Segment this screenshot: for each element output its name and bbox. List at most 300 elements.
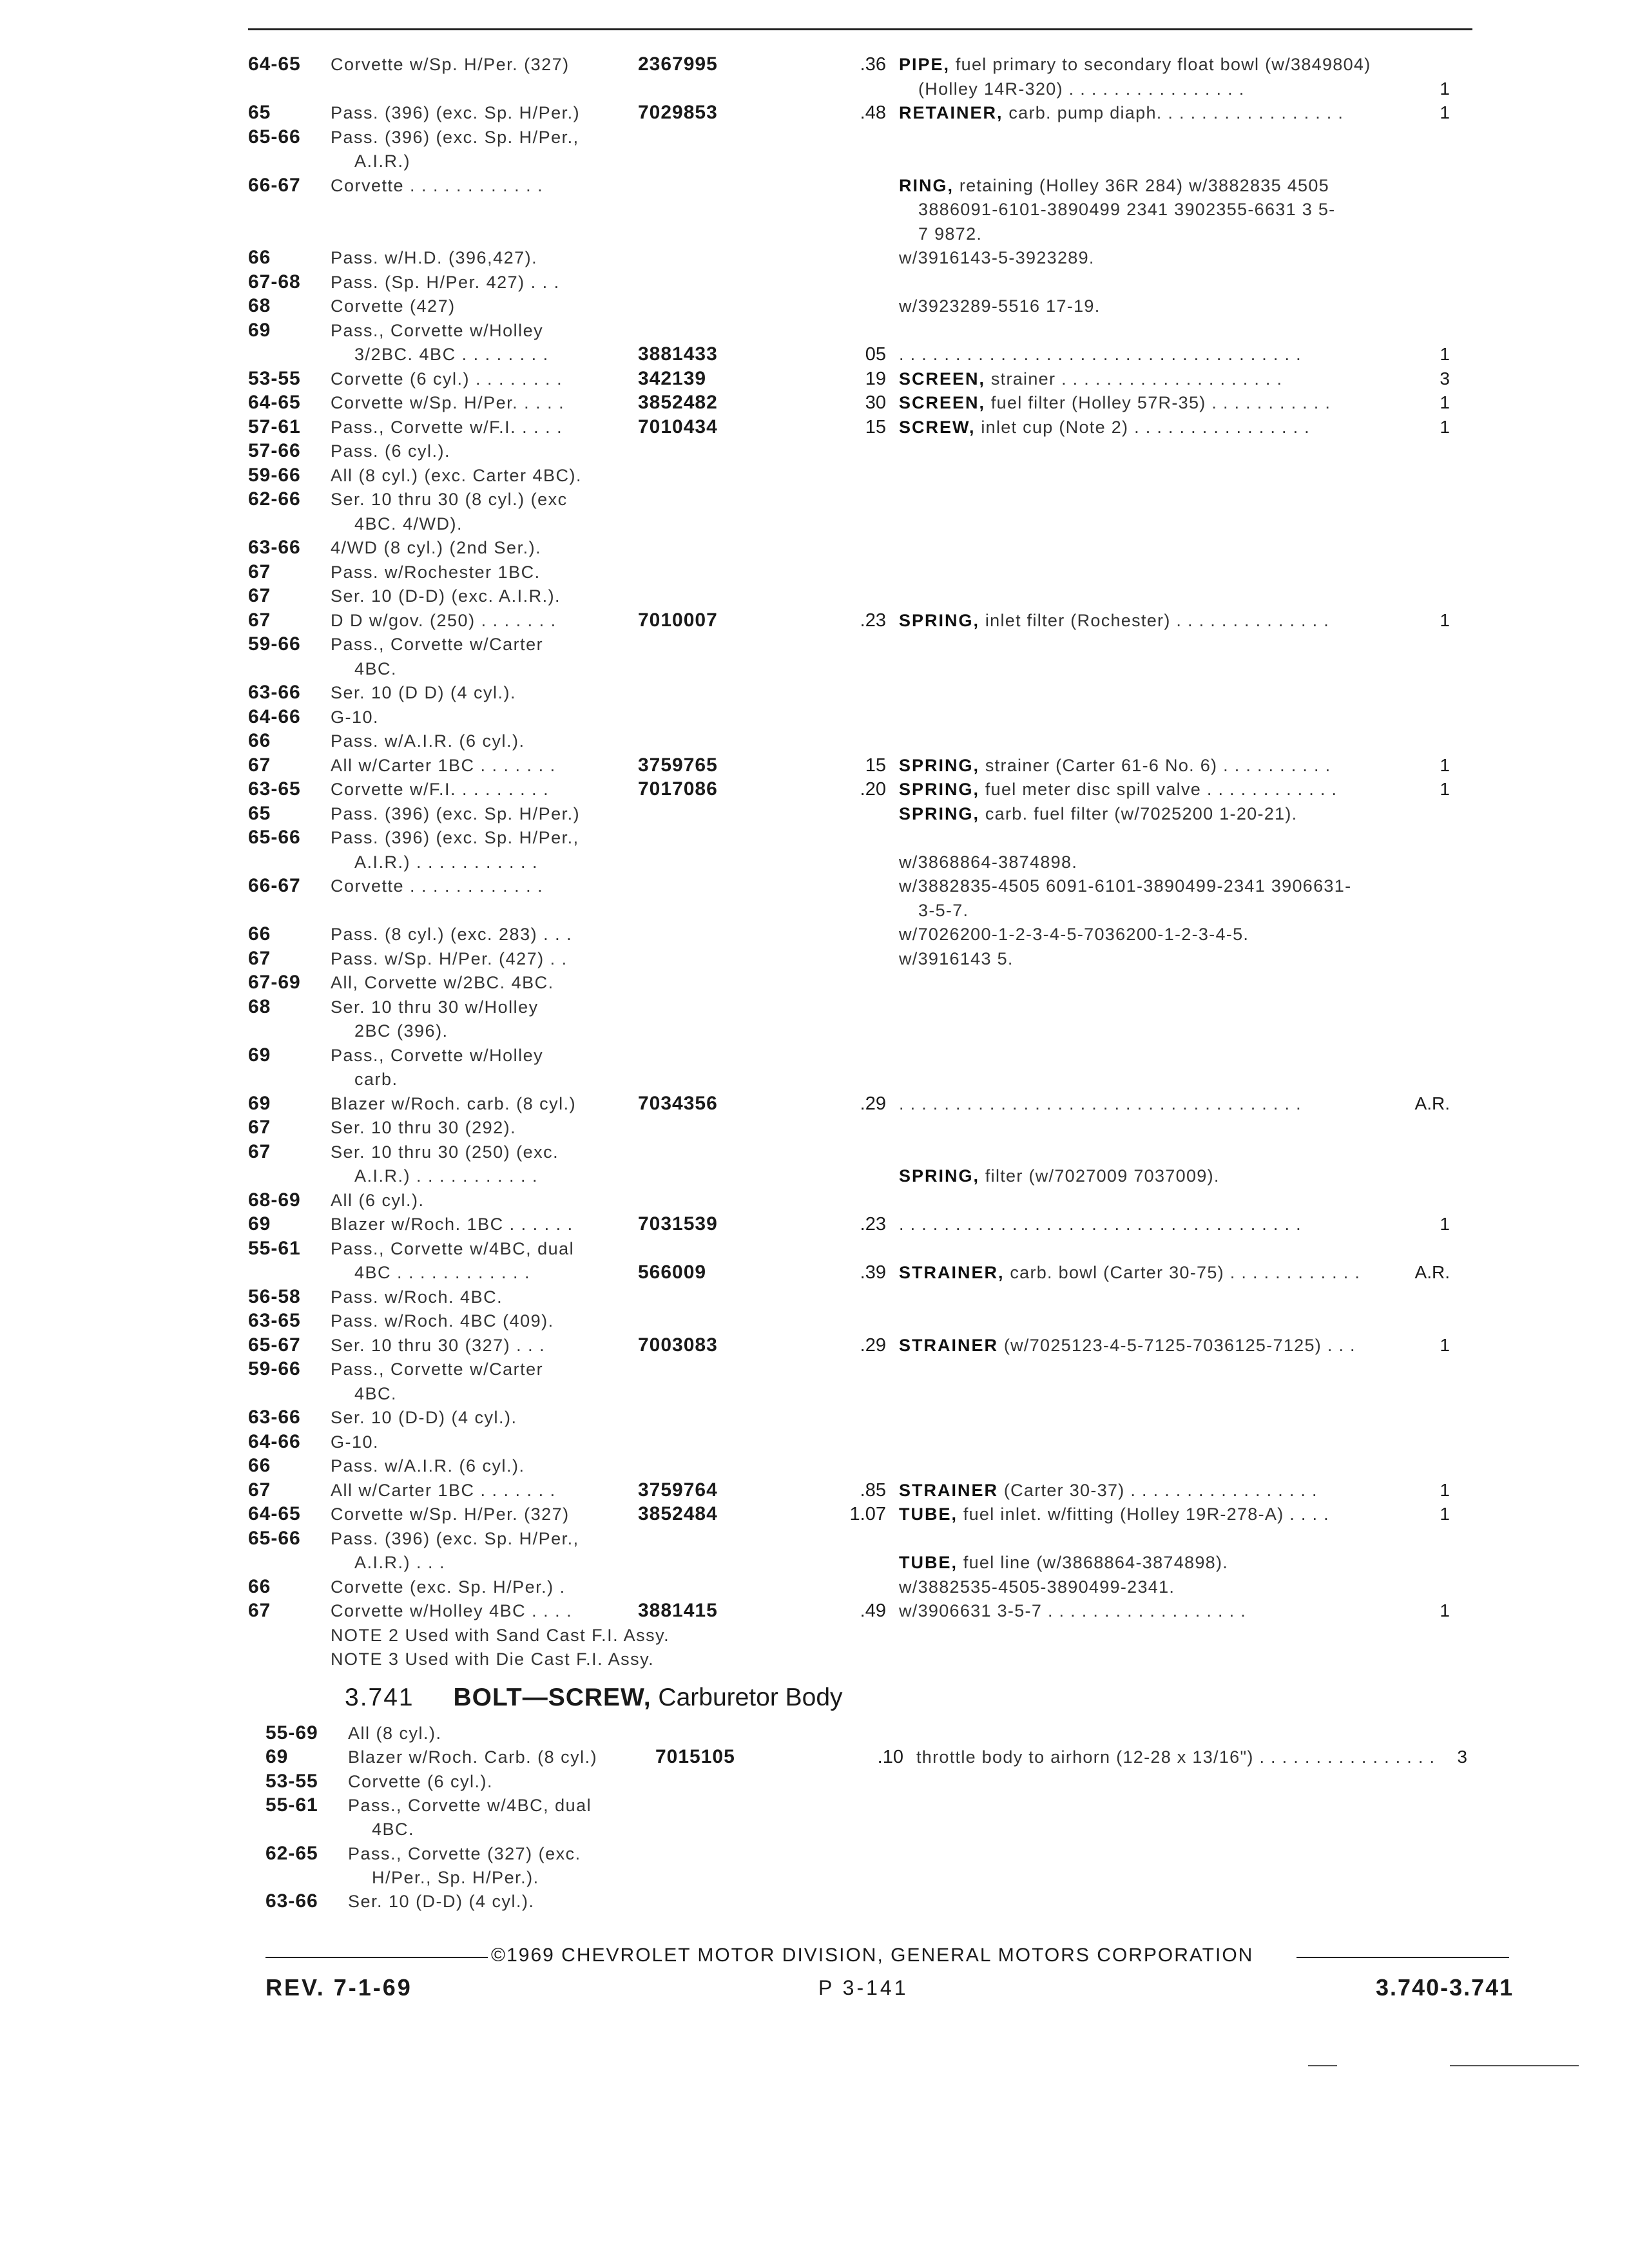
part-name	[916, 1744, 1435, 1770]
catalog-row	[248, 463, 1505, 488]
catalog-row	[248, 753, 1505, 778]
catalog-row	[248, 1526, 1505, 1552]
part-detail: 3886091-6101-3890499 2341 3902355-6631 3 5-	[918, 200, 1336, 219]
catalog-row	[248, 1405, 1505, 1430]
application-desc: 3/2BC. 4BC . . . . . . . .	[354, 345, 549, 364]
quantity: 1	[1440, 1600, 1450, 1620]
model-years: 67	[248, 1117, 271, 1138]
catalog-row	[248, 1018, 1505, 1044]
catalog-row	[248, 1550, 1505, 1575]
part-noun: SPRING,	[899, 803, 980, 823]
catalog-row	[248, 921, 1505, 947]
list-price: .39	[860, 1262, 886, 1283]
model-years: 62-65	[265, 1842, 318, 1864]
part-detail: fuel line (w/3868864-3874898).	[963, 1553, 1229, 1572]
application-desc: 4BC.	[354, 658, 398, 678]
list-price: .23	[860, 610, 886, 631]
model-years: 68	[248, 995, 271, 1017]
part-name	[899, 1550, 1228, 1575]
model-years: 57-61	[248, 416, 301, 437]
catalog-row	[248, 1091, 1505, 1117]
quantity: 1	[1440, 1334, 1450, 1355]
application-desc: Pass., Corvette w/4BC, dual	[348, 1795, 592, 1815]
model-years: 63-66	[248, 537, 301, 558]
catalog-row	[248, 245, 1505, 271]
model-years: 69	[248, 1092, 271, 1114]
part-name	[899, 390, 1331, 416]
part-detail: inlet filter (Rochester) . . . . . . . . . . . . . .	[985, 610, 1330, 630]
catalog-row	[248, 1260, 1505, 1285]
application-desc: A.I.R.)	[354, 151, 411, 171]
application-desc: Corvette w/F.I. . . . . . . . .	[331, 780, 550, 799]
application-desc: Pass. (8 cyl.) (exc. 283) . . .	[331, 925, 573, 944]
catalog-row	[248, 1236, 1505, 1262]
catalog-row	[248, 1163, 1505, 1189]
catalog-row	[248, 318, 1505, 343]
part-noun: SPRING,	[899, 755, 980, 775]
part-noun: STRAINER	[899, 1480, 999, 1500]
application-desc: All (8 cyl.) (exc. Carter 4BC).	[331, 465, 583, 485]
model-years: 55-61	[265, 1794, 318, 1816]
catalog-row	[248, 486, 1505, 512]
catalog-row	[248, 1381, 1505, 1407]
application-desc: Corvette (6 cyl.) . . . . . . . .	[331, 369, 563, 389]
quantity: 1	[1440, 392, 1450, 412]
part-number: 3759764	[638, 1479, 718, 1501]
part-name	[899, 245, 1095, 271]
catalog-row	[248, 100, 1505, 126]
model-years: 63-66	[248, 682, 301, 703]
catalog-row	[248, 608, 1505, 633]
part-name	[899, 173, 1329, 198]
model-years: 66	[248, 730, 271, 751]
catalog-row	[248, 438, 1505, 464]
application-desc: All (8 cyl.).	[348, 1724, 442, 1743]
catalog-row	[248, 124, 1505, 150]
quantity: 1	[1440, 416, 1450, 437]
part-name	[899, 341, 1302, 367]
part-noun: RING,	[899, 175, 954, 195]
part-number: 2367995	[638, 53, 718, 75]
catalog-row	[248, 970, 1505, 995]
copyright-text: ©1969 CHEVROLET MOTOR DIVISION, GENERAL MOTORS CORPORATION	[491, 1945, 1254, 1966]
catalog-row	[248, 293, 1505, 319]
model-years: 67	[248, 754, 271, 776]
application-desc: D D w/gov. (250) . . . . . . .	[331, 610, 557, 630]
application-desc: Ser. 10 thru 30 (250) (exc.	[331, 1142, 559, 1162]
part-name	[899, 1091, 1302, 1117]
catalog-row	[248, 583, 1505, 609]
application-desc: G-10.	[331, 1432, 380, 1452]
model-years: 63-65	[248, 778, 301, 800]
model-years: 64-65	[248, 392, 301, 413]
application-desc: Blazer w/Roch. 1BC . . . . . .	[331, 1215, 574, 1234]
part-name	[899, 946, 1014, 972]
application-desc: Corvette w/Sp. H/Per. (327)	[331, 55, 570, 74]
model-years: 69	[265, 1746, 289, 1768]
part-number: 3852484	[638, 1503, 718, 1524]
catalog-row	[248, 946, 1505, 972]
quantity: 1	[1440, 102, 1450, 122]
model-years: 63-66	[248, 1407, 301, 1428]
application-desc: Pass. (396) (exc. Sp. H/Per.,	[331, 828, 579, 847]
model-years: 67	[248, 561, 271, 582]
part-number: 7034356	[638, 1092, 718, 1114]
catalog-row	[248, 1043, 1505, 1068]
application-desc: Corvette (6 cyl.).	[348, 1771, 494, 1791]
catalog-row	[248, 269, 1505, 295]
catalog-row	[248, 656, 1505, 682]
application-desc: H/Per., Sp. H/Per.).	[372, 1867, 539, 1887]
catalog-row	[248, 559, 1505, 585]
model-years: 53-55	[265, 1770, 318, 1792]
top-rule	[248, 28, 1472, 30]
part-name	[899, 100, 1344, 126]
application-desc: Pass. (396) (exc. Sp. H/Per.)	[331, 803, 581, 823]
part-name	[918, 221, 982, 247]
part-number: 3759765	[638, 754, 718, 776]
application-desc: Ser. 10 (D-D) (exc. A.I.R.).	[331, 586, 561, 606]
application-desc: Pass., Corvette w/F.I. . . . .	[331, 417, 563, 437]
model-years: 64-66	[248, 1430, 301, 1452]
application-desc: Pass., Corvette w/4BC, dual	[331, 1238, 575, 1258]
application-desc: Pass., Corvette w/Carter	[331, 1360, 544, 1379]
application-desc: Pass. w/Roch. 4BC (409).	[331, 1311, 554, 1331]
part-name	[899, 873, 1351, 899]
model-years: 68-69	[248, 1189, 301, 1211]
part-detail: . . . . . . . . . . . . . . . . . . . . . . . . . . . . . . . . . . . .	[899, 345, 1302, 364]
quantity: 3	[1440, 368, 1450, 389]
part-number: 7029853	[638, 102, 718, 123]
catalog-row	[248, 366, 1505, 392]
application-desc: Corvette w/Sp. H/Per. . . . .	[331, 393, 565, 412]
part-detail: w/7026200-1-2-3-4-5-7036200-1-2-3-4-5.	[899, 925, 1249, 944]
application-desc: Corvette (427)	[331, 296, 456, 316]
part-noun: TUBE,	[899, 1553, 958, 1572]
part-detail: 3-5-7.	[918, 900, 969, 920]
application-desc: Blazer w/Roch. Carb. (8 cyl.)	[348, 1747, 598, 1767]
application-desc: Blazer w/Roch. carb. (8 cyl.)	[331, 1093, 577, 1113]
model-years: 64-65	[248, 1503, 301, 1524]
page-range: 3.740-3.741	[1376, 1974, 1514, 2001]
quantity: 1	[1440, 1504, 1450, 1524]
quantity: 1	[1440, 610, 1450, 630]
catalog-row	[248, 1598, 1505, 1624]
application-desc: 2BC (396).	[354, 1021, 448, 1041]
catalog-row	[265, 1720, 1522, 1746]
copyright-rule-right	[1296, 1957, 1509, 1958]
part-name	[899, 1211, 1302, 1237]
model-years: 66	[248, 247, 271, 268]
model-years: 69	[248, 319, 271, 341]
copyright-line	[265, 1943, 1509, 1968]
application-desc: Ser. 10 thru 30 (8 cyl.) (exc	[331, 490, 568, 509]
catalog-row	[248, 1574, 1505, 1600]
application-desc: Pass. (396) (exc. Sp. H/Per.,	[331, 127, 579, 147]
part-number: 7015105	[655, 1746, 735, 1768]
application-desc: NOTE 3 Used with Die Cast F.I. Assy.	[331, 1649, 655, 1669]
part-detail: w/3916143-5-3923289.	[899, 248, 1095, 267]
list-price: .29	[860, 1334, 886, 1356]
model-years: 62-66	[248, 488, 301, 510]
quantity: 1	[1440, 754, 1450, 775]
model-years: 68	[248, 295, 271, 316]
catalog-row	[248, 801, 1505, 827]
application-desc: Pass., Corvette w/Holley	[331, 1045, 544, 1065]
part-name	[899, 366, 1282, 392]
catalog-row	[248, 1308, 1505, 1334]
list-price: .29	[860, 1093, 886, 1114]
application-desc: 4BC.	[354, 1383, 398, 1403]
quantity: A.R.	[1414, 1262, 1450, 1282]
model-years: 55-69	[265, 1722, 318, 1744]
application-desc: Pass. (396) (exc. Sp. H/Per.,	[331, 1528, 579, 1548]
part-detail: carb. bowl (Carter 30-75) . . . . . . . . . . . .	[1010, 1263, 1361, 1282]
model-years: 66	[248, 923, 271, 945]
catalog-row	[265, 1865, 1522, 1890]
model-years: 67	[248, 609, 271, 631]
catalog-row	[248, 221, 1505, 247]
list-price: 1.07	[849, 1504, 886, 1524]
part-detail: w/3882535-4505-3890499-2341.	[899, 1577, 1175, 1597]
catalog-row	[265, 1792, 1522, 1818]
model-years: 57-66	[248, 440, 301, 461]
list-price: 15	[865, 416, 886, 437]
list-price: .49	[860, 1600, 886, 1621]
model-years: 55-61	[248, 1237, 301, 1259]
part-name	[899, 52, 1371, 77]
catalog-row	[248, 1429, 1505, 1455]
part-detail: w/3923289-5516 17-19.	[899, 296, 1101, 316]
model-years: 65	[248, 102, 271, 123]
catalog-row	[248, 52, 1505, 77]
model-years: 59-66	[248, 464, 301, 486]
model-years: 65-66	[248, 1527, 301, 1549]
quantity: 1	[1440, 1214, 1450, 1234]
part-number: 7010007	[638, 609, 718, 631]
part-detail: fuel filter (Holley 57R-35) . . . . . . . . . . .	[990, 393, 1331, 412]
application-desc: 4BC.	[372, 1820, 415, 1840]
catalog-row	[248, 825, 1505, 850]
model-years: 67-69	[248, 972, 301, 993]
application-desc: Pass. w/A.I.R. (6 cyl.).	[331, 1456, 525, 1475]
model-years: 64-66	[248, 706, 301, 727]
part-name	[899, 608, 1329, 633]
part-number: 7017086	[638, 778, 718, 800]
part-detail: fuel meter disc spill valve . . . . . . . . . . . .	[985, 780, 1338, 799]
catalog-row	[248, 728, 1505, 754]
part-name	[899, 1574, 1175, 1600]
application-desc: Pass., Corvette w/Carter	[331, 635, 544, 654]
revision-label: REV. 7-1-69	[265, 1974, 412, 2001]
catalog-row	[248, 898, 1505, 923]
catalog-row	[248, 1646, 1505, 1672]
part-detail: fuel primary to secondary float bowl (w/3849804)	[955, 55, 1371, 74]
application-desc: 4/WD (8 cyl.) (2nd Ser.).	[331, 538, 542, 557]
application-desc: All, Corvette w/2BC. 4BC.	[331, 973, 554, 992]
catalog-row	[248, 341, 1505, 367]
catalog-row	[248, 1453, 1505, 1479]
part-name	[899, 414, 1310, 440]
model-years: 63-66	[265, 1890, 318, 1912]
model-years: 69	[248, 1044, 271, 1066]
catalog-row	[248, 849, 1505, 875]
model-years: 66-67	[248, 174, 301, 196]
catalog-row	[248, 197, 1505, 222]
list-price: .10	[877, 1747, 903, 1768]
section-title: BOLT—SCREW,	[453, 1684, 651, 1711]
catalog-row	[265, 1744, 1522, 1770]
part-noun: SCREEN,	[899, 393, 986, 412]
model-years: 65-67	[248, 1334, 301, 1356]
catalog-row	[248, 680, 1505, 706]
catalog-row	[248, 994, 1505, 1020]
part-noun: SCREEN,	[899, 369, 986, 389]
catalog-row	[248, 148, 1505, 174]
page-number: P 3-141	[818, 1976, 909, 1999]
catalog-row	[248, 535, 1505, 561]
part-name	[899, 1260, 1360, 1285]
application-desc: Pass. (396) (exc. Sp. H/Per.)	[331, 103, 581, 122]
application-desc: Pass., Corvette (327) (exc.	[348, 1843, 581, 1863]
part-name	[918, 76, 1245, 102]
application-desc: G-10.	[331, 707, 380, 727]
list-price: .20	[860, 779, 886, 800]
catalog-row	[248, 173, 1505, 198]
catalog-row	[248, 631, 1505, 657]
catalog-row	[248, 1066, 1505, 1092]
part-name	[899, 776, 1337, 802]
model-years: 67	[248, 947, 271, 969]
part-detail: (w/7025123-4-5-7125-7036125-7125) . . .	[1003, 1335, 1356, 1355]
catalog-row	[248, 1211, 1505, 1237]
application-desc: Corvette w/Holley 4BC . . . .	[331, 1601, 573, 1620]
part-detail: 7 9872.	[918, 224, 983, 244]
part-name	[899, 1332, 1356, 1358]
application-desc: A.I.R.) . . . . . . . . . . .	[354, 1166, 539, 1186]
part-noun: STRAINER,	[899, 1263, 1005, 1282]
part-detail: w/3868864-3874898.	[899, 852, 1078, 872]
application-desc: Pass., Corvette w/Holley	[331, 320, 544, 340]
model-years: 67	[248, 1140, 271, 1162]
part-name	[899, 849, 1077, 875]
application-desc: 4BC. 4/WD).	[354, 514, 463, 533]
part-number: 7010434	[638, 416, 718, 437]
section-subtitle: Carburetor Body	[658, 1684, 843, 1711]
catalog-row	[248, 1332, 1505, 1358]
part-detail: (Holley 14R-320) . . . . . . . . . . . . . . . .	[918, 79, 1245, 99]
model-years: 59-66	[248, 1358, 301, 1379]
scan-mark	[1450, 2065, 1579, 2066]
part-detail: w/3916143 5.	[899, 948, 1014, 968]
part-name	[918, 898, 969, 923]
catalog-row	[248, 511, 1505, 537]
application-desc: Pass. w/Roch. 4BC.	[331, 1287, 503, 1307]
application-desc: All (6 cyl.).	[331, 1190, 425, 1210]
application-desc: Pass. (6 cyl.).	[331, 441, 451, 461]
quantity: A.R.	[1414, 1093, 1450, 1113]
part-name	[899, 293, 1101, 319]
model-years: 67	[248, 1600, 271, 1621]
application-desc: 4BC . . . . . . . . . . . .	[354, 1263, 531, 1282]
part-detail: fuel inlet. w/fitting (Holley 19R-278-A) . . . .	[963, 1504, 1329, 1524]
part-noun: PIPE,	[899, 55, 950, 74]
application-desc: A.I.R.) . . .	[354, 1553, 446, 1572]
model-years: 69	[248, 1213, 271, 1235]
part-detail: throttle body to airhorn (12-28 x 13/16") . . . . . . . . . . . . . . . .	[916, 1747, 1436, 1767]
model-years: 67	[248, 1479, 271, 1501]
part-detail: retaining (Holley 36R 284) w/3882835 4505	[959, 175, 1329, 195]
catalog-row	[248, 1477, 1505, 1503]
catalog-row	[248, 873, 1505, 899]
part-number: 342139	[638, 367, 707, 389]
application-desc: Ser. 10 (D D) (4 cyl.).	[331, 683, 517, 702]
scan-mark	[1308, 2065, 1337, 2066]
list-price: .85	[860, 1479, 886, 1501]
part-name	[899, 1501, 1329, 1527]
model-years: 67-68	[248, 271, 301, 293]
list-price: 30	[865, 392, 886, 413]
part-name	[899, 1477, 1318, 1503]
catalog-row	[248, 704, 1505, 730]
catalog-row	[248, 1501, 1505, 1527]
model-years: 56-58	[248, 1285, 301, 1307]
catalog-row	[248, 1115, 1505, 1140]
application-desc: Corvette . . . . . . . . . . . .	[331, 175, 544, 195]
application-desc: Pass. w/Rochester 1BC.	[331, 562, 541, 582]
part-detail: inlet cup (Note 2) . . . . . . . . . . . . . . . .	[981, 417, 1310, 437]
application-desc: Pass. w/A.I.R. (6 cyl.).	[331, 731, 525, 751]
model-years: 66	[248, 1575, 271, 1597]
part-noun: TUBE,	[899, 1504, 958, 1524]
application-desc: Ser. 10 (D-D) (4 cyl.).	[348, 1892, 535, 1912]
part-detail: . . . . . . . . . . . . . . . . . . . . . . . . . . . . . . . . . . . .	[899, 1093, 1302, 1113]
part-number: 7031539	[638, 1213, 718, 1235]
list-price: 19	[865, 368, 886, 389]
part-number: 3881433	[638, 343, 718, 365]
application-desc: Pass. w/Sp. H/Per. (427) . .	[331, 948, 568, 968]
catalog-row	[265, 1888, 1522, 1914]
part-noun: RETAINER,	[899, 103, 1003, 122]
part-name	[899, 753, 1331, 778]
catalog-row	[248, 1139, 1505, 1165]
catalog-row	[265, 1816, 1522, 1842]
model-years: 63-65	[248, 1310, 301, 1331]
part-name	[899, 801, 1297, 827]
part-noun: SCREW,	[899, 417, 976, 437]
application-desc: Ser. 10 thru 30 w/Holley	[331, 997, 539, 1017]
part-detail: carb. pump diaph. . . . . . . . . . . . . . . . .	[1008, 103, 1344, 122]
part-number: 3852482	[638, 392, 718, 413]
quantity: 1	[1440, 78, 1450, 99]
application-desc: Ser. 10 (D-D) (4 cyl.).	[331, 1408, 517, 1427]
part-name	[899, 1163, 1220, 1189]
model-years: 64-65	[248, 53, 301, 75]
list-price: .48	[860, 102, 886, 123]
catalog-row	[248, 1622, 1505, 1648]
part-detail: carb. fuel filter (w/7025200 1-20-21).	[985, 803, 1298, 823]
section-number: 3.741	[345, 1684, 414, 1711]
application-desc: All w/Carter 1BC . . . . . . .	[331, 755, 556, 775]
list-price: .36	[860, 54, 886, 75]
catalog-row	[248, 76, 1505, 102]
part-detail: w/3906631 3-5-7 . . . . . . . . . . . . . . . . . .	[899, 1601, 1246, 1620]
application-desc: Corvette w/Sp. H/Per. (327)	[331, 1504, 570, 1524]
catalog-row	[248, 414, 1505, 440]
quantity: 3	[1457, 1747, 1467, 1767]
quantity: 1	[1440, 779, 1450, 799]
part-noun: SPRING,	[899, 780, 980, 799]
